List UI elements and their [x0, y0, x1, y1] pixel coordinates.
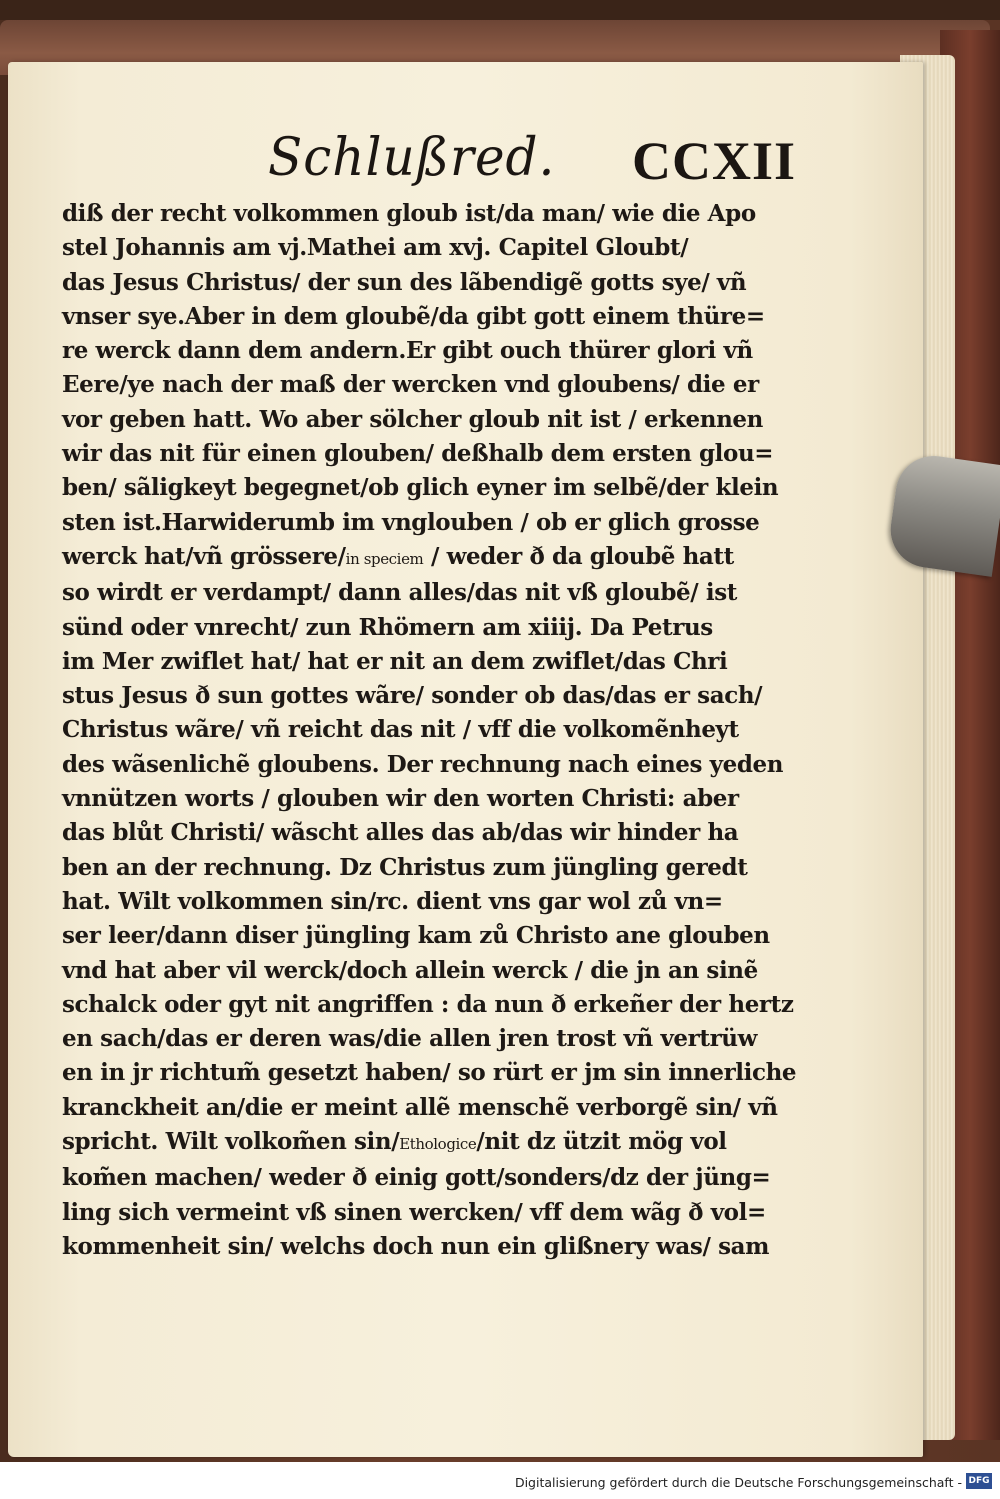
- text-line: Christus wãre/ vñ reicht das nit / vff die volkomẽnheyt: [62, 716, 739, 744]
- text-segment: spricht. Wilt volkom̃en sin/: [62, 1128, 400, 1156]
- text-line: wir das nit für einen glouben/ deßhalb dem ersten glou=: [62, 440, 774, 468]
- inline-note-ethologice: Ethologice: [399, 1135, 477, 1154]
- inline-note-in-speciem: in speciem: [345, 549, 424, 568]
- folio-number: CCXII: [632, 131, 797, 191]
- text-line: vnser sye.Aber in dem gloubẽ/da gibt gott einem thüre=: [62, 302, 765, 330]
- text-segment: werck hat/vñ grössere/: [62, 542, 346, 570]
- text-line: des wãsenlichẽ gloubens. Der rechnung nach eines yeden: [62, 750, 784, 778]
- text-line: kommenheit sin/ welchs doch nun ein glißnery was/ sam: [62, 1232, 770, 1260]
- text-line: vnnützen worts / glouben wir den worten Christi: aber: [62, 785, 739, 813]
- text-line: sten ist.Harwiderumb im vnglouben / ob er glich grosse: [62, 508, 760, 536]
- text-line: kom̃en machen/ weder ð einig gott/sonders/dz der jüng=: [62, 1164, 771, 1192]
- text-line: re werck dann dem andern.Er gibt ouch thürer glori vñ: [62, 337, 753, 365]
- text-line: diß der recht volkommen gloub ist/da man/ wie die Apo: [62, 200, 756, 227]
- text-line: [62, 1125, 742, 1161]
- dfg-logo: DFG: [966, 1473, 992, 1489]
- text-line: sünd oder vnrecht/ zun Rhömern am xiiij. Da Petrus: [62, 613, 713, 641]
- text-line: stel Johannis am vj.Mathei am xvj. Capitel Gloubt/: [62, 234, 689, 262]
- text-line: ben/ sãligkeyt begegnet/ob glich eyner im selbẽ/der klein: [62, 474, 779, 502]
- text-line: ser leer/dann diser jüngling kam zů Christo ane glouben: [62, 922, 770, 950]
- text-line: das Jesus Christus/ der sun des lãbendigẽ gotts sye/ vñ: [62, 268, 747, 296]
- text-line: en in jr richtum̃ gesetzt haben/ so rürt er jm sin innerliche: [62, 1059, 797, 1087]
- text-line: ling sich vermeint vß sinen wercken/ vff dem wãg ð vol=: [62, 1198, 766, 1226]
- text-line: vor geben hatt. Wo aber sölcher gloub nit ist / erkennen: [62, 405, 763, 433]
- text-line: das blůt Christi/ wãscht alles das ab/das wir hinder ha: [62, 819, 739, 847]
- text-line: so wirdt er verdampt/ dann alles/das nit vß gloubẽ/ ist: [62, 579, 737, 607]
- text-line: Eere/ye nach der maß der wercken vnd gloubens/ die er: [62, 371, 759, 399]
- text-line: vnd hat aber vil werck/doch allein werck / die jn an sinẽ: [62, 956, 758, 984]
- text-segment: /nit dz ützit mög vol: [476, 1128, 727, 1156]
- running-head: Schlußred.: [268, 126, 556, 188]
- metal-clasp: [886, 451, 1000, 577]
- text-line: stus Jesus ð sun gottes wãre/ sonder ob das/das er sach/: [62, 682, 763, 710]
- main-text-block: [62, 197, 797, 1264]
- text-line: kranckheit an/die er meint allẽ menschẽ verborgẽ sin/ vñ: [62, 1093, 778, 1121]
- text-line: hat. Wilt volkommen sin/rc. dient vns gar wol zů vn=: [62, 887, 723, 915]
- digitization-credit: Digitalisierung gefördert durch die Deutsche Forschungsgemeinschaft -: [514, 1475, 962, 1490]
- text-line: im Mer zwiflet hat/ hat er nit an dem zwiflet/das Chri: [62, 647, 728, 675]
- text-segment: / weder ð da gloubẽ hatt: [423, 542, 734, 570]
- text-line: schalck oder gyt nit angriffen : da nun ð erkeñer der hertz: [62, 990, 794, 1018]
- text-line: [62, 540, 742, 576]
- text-line: en sach/das er deren was/die allen jren trost vñ vertrüw: [62, 1025, 758, 1053]
- text-line: ben an der rechnung. Dz Christus zum jüngling geredt: [62, 853, 748, 881]
